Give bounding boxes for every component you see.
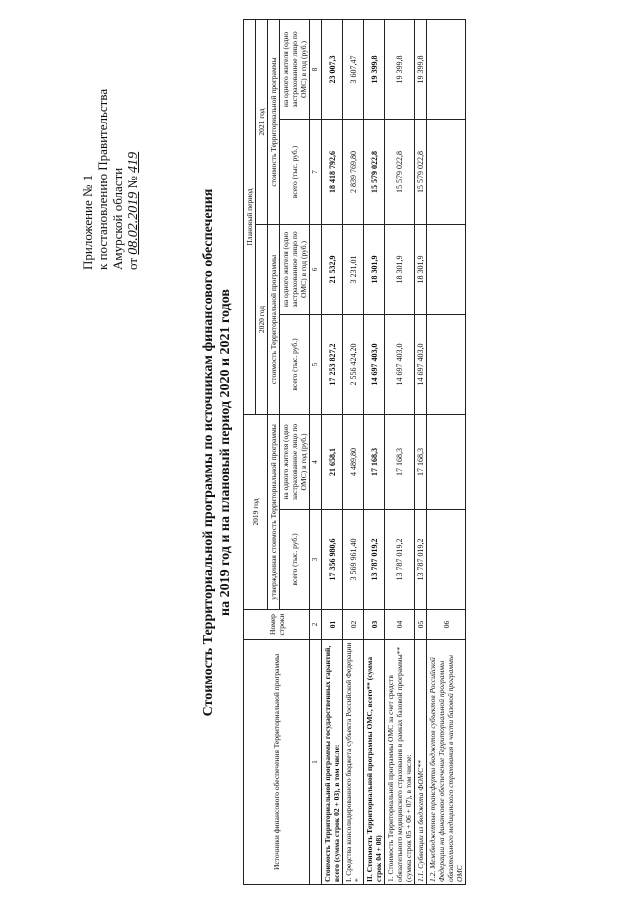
appendix-date: 08.02.2019 — [126, 191, 141, 255]
cell-value: 17 168,3 — [364, 415, 385, 510]
cell-value: 18 301,9 — [415, 225, 427, 315]
cell-value: 21 658,1 — [322, 415, 343, 510]
cell-value: 13 787 019,2 — [415, 510, 427, 610]
cell-value: 3 231,01 — [343, 225, 364, 315]
header-total-2020: всего (тыс. руб.) — [280, 315, 310, 415]
col-index: 3 — [310, 510, 322, 610]
col-index: 5 — [310, 315, 322, 415]
header-program-cost-2021: стоимость Территориальной программы — [268, 20, 280, 225]
cell-value — [427, 20, 466, 120]
cell-value: 15 579 022,8 — [415, 120, 427, 225]
row-number: 01 — [322, 610, 343, 640]
cell-value: 14 697 403,0 — [415, 315, 427, 415]
col-index: 7 — [310, 120, 322, 225]
cell-value: 19 399,8 — [364, 20, 385, 120]
header-total-2019: всего (тыс. руб.) — [280, 510, 310, 610]
cell-value: 17 356 980,6 — [322, 510, 343, 610]
table-row — [415, 20, 427, 885]
row-label: II. Стоимость Территориальной программы ОМС, всего** (сумма строк 04 + 08) — [364, 640, 385, 885]
header-per-person-2019: на одного жителя (одно застрахованное лицо по ОМС) в год (руб.) — [280, 415, 310, 510]
appendix-from-label: от — [125, 257, 140, 270]
row-label: 1.2. Межбюджетные трансферты бюджетов субъектов Российской Федерации на финансовое обеспечение Территориальной программы обязательного медицинского страхования в части базовой программы ОМС — [427, 640, 466, 885]
appendix-block — [80, 10, 141, 270]
title-line-1: Стоимость Территориальной программы по источникам финансового обеспечения — [201, 188, 216, 717]
cell-value — [427, 225, 466, 315]
cell-value: 21 532,9 — [322, 225, 343, 315]
cell-value — [427, 315, 466, 415]
header-program-cost-2020: стоимость Территориальной программы — [268, 225, 280, 415]
title-line-2: на 2019 год и на плановый период 2020 и 2021 годов — [218, 289, 233, 616]
table-row — [322, 20, 343, 885]
cell-value: 18 301,9 — [385, 225, 415, 315]
cell-value: 2 839 769,80 — [343, 120, 364, 225]
row-number: 04 — [385, 610, 415, 640]
appendix-resolution: к постановлению Правительства — [95, 88, 110, 270]
cell-value: 15 579 022,8 — [385, 120, 415, 225]
row-label: I. Средства консолидированного бюджета субъекта Российской Федерации * — [343, 640, 364, 885]
cell-value: 17 168,3 — [415, 415, 427, 510]
cell-value: 3 569 961,40 — [343, 510, 364, 610]
cell-value: 17 253 827,2 — [322, 315, 343, 415]
cell-value: 15 579 022,8 — [364, 120, 385, 225]
header-total-2021: всего (тыс. руб.) — [280, 120, 310, 225]
cell-value: 14 697 403,0 — [364, 315, 385, 415]
cell-value: 19 399,8 — [415, 20, 427, 120]
cell-value: 2 556 424,20 — [343, 315, 364, 415]
header-row-number: Номер строки — [244, 610, 310, 640]
cell-value: 18 301,9 — [364, 225, 385, 315]
cell-value: 4 489,80 — [343, 415, 364, 510]
row-label: Стоимость Территориальной программы государственных гарантий, всего (сумма строк 02 + 03), в том числе: — [322, 640, 343, 885]
row-label: 1. Стоимость Территориальной программы ОМС за счет средств обязательного медицинского страхования в рамках базовой программы** (сумма строк 05 + 06 + 07), в том числе: — [385, 640, 415, 885]
cell-value: 14 697 403,0 — [385, 315, 415, 415]
table-row — [385, 20, 415, 885]
header-2020: 2020 год — [256, 225, 268, 415]
row-number: 06 — [427, 610, 466, 640]
appendix-title: Приложение № 1 — [80, 174, 95, 270]
col-index: 1 — [310, 640, 322, 885]
table-row — [364, 20, 385, 885]
cost-table — [243, 19, 466, 885]
table-row — [427, 20, 466, 885]
appendix-number-label: № — [125, 176, 140, 189]
cell-value: 18 418 792,6 — [322, 120, 343, 225]
cell-value: 13 787 019,2 — [364, 510, 385, 610]
col-index: 2 — [310, 610, 322, 640]
cell-value — [427, 415, 466, 510]
appendix-date-line — [125, 10, 141, 270]
table-body — [322, 20, 466, 885]
row-number: 05 — [415, 610, 427, 640]
col-index: 4 — [310, 415, 322, 510]
cell-value: 13 787 019,2 — [385, 510, 415, 610]
appendix-number: 419 — [126, 151, 141, 173]
cell-value: 19 399,8 — [385, 20, 415, 120]
header-approved-cost: утвержденная стоимость Территориальной программы — [268, 415, 280, 610]
row-number: 03 — [364, 610, 385, 640]
appendix-region: Амурской области — [110, 167, 125, 270]
cell-value: 23 007,3 — [322, 20, 343, 120]
header-per-person-2021: на одного жителя (одно застрахованное лицо по ОМС) в год (руб.) — [280, 20, 310, 120]
table-row — [343, 20, 364, 885]
table-header — [244, 20, 322, 885]
cell-value — [427, 510, 466, 610]
cell-value: 17 168,3 — [385, 415, 415, 510]
cell-value — [427, 120, 466, 225]
cell-value: 3 607,47 — [343, 20, 364, 120]
col-index: 8 — [310, 20, 322, 120]
row-number: 02 — [343, 610, 364, 640]
header-2021: 2021 год — [256, 20, 268, 225]
col-index: 6 — [310, 225, 322, 315]
page-title — [200, 0, 234, 905]
header-2019: 2019 год — [244, 415, 268, 610]
header-per-person-2020: на одного жителя (одно застрахованное лицо по ОМС) в год (руб.) — [280, 225, 310, 315]
row-label: 1.1. Субвенции из бюджета ФОМС** — [415, 640, 427, 885]
header-planned-period: Плановый период — [244, 20, 256, 415]
header-source: Источники финансового обеспечения Территориальной программы — [244, 640, 310, 885]
